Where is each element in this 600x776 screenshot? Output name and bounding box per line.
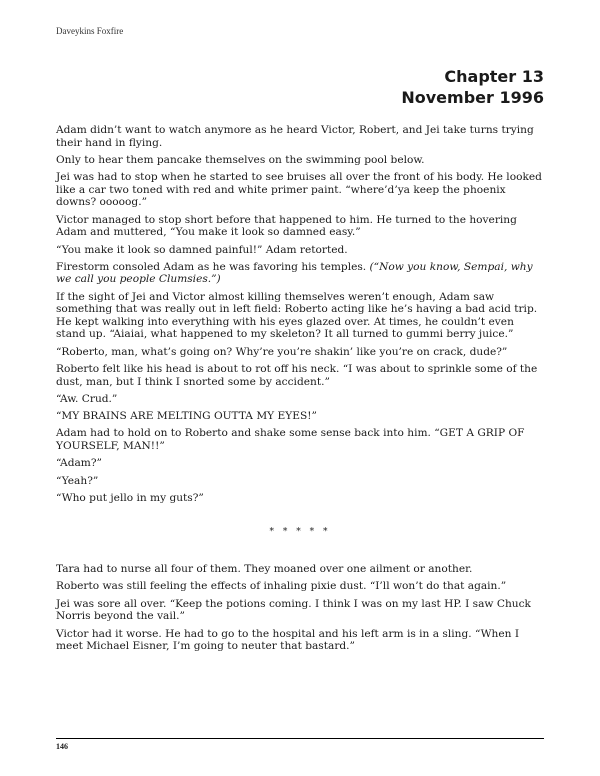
paragraph: Jei was had to stop when he started to see bruises all over the front of his body. He looked like a car two toned with red and white primer paint. “where’d’ya keep the phoenix downs? ooooog.” xyxy=(56,171,542,209)
paragraph: “You make it look so damned painful!” Adam retorted. xyxy=(56,243,348,256)
scene-separator: * * * * * xyxy=(269,527,331,538)
paragraph: Roberto felt like his head is about to rot off his neck. “I was about to sprinkle some of the dust, man, but I think I snorted some by accident.” xyxy=(56,363,538,388)
paragraph: Victor had it worse. He had to go to the hospital and his left arm is in a sling. “When I meet Michael Eisner, I’m going to neuter that bastard.” xyxy=(56,627,520,653)
paragraph: Victor managed to stop short before that happened to him. He turned to the hovering Adam and muttered, “You make it look so damned easy.” xyxy=(56,213,517,239)
paragraph-text: Firestorm consoled Adam as he was favoring his temples. xyxy=(56,260,367,273)
telepathic-speech: (“Now you know, Sempai, why we call you people Clumsies.”) xyxy=(56,260,533,286)
paragraph: Jei was sore all over. “Keep the potions coming. I think I was on my last HP. I saw Chuck Norris beyond the vail.” xyxy=(56,597,531,623)
chapter-heading xyxy=(401,66,544,108)
paragraph: Tara had to nurse all four of them. They moaned over one ailment or another. xyxy=(56,563,473,576)
running-head: Daveykins Foxfire xyxy=(56,26,124,36)
paragraph: “MY BRAINS ARE MELTING OUTTA MY EYES!” xyxy=(56,410,317,423)
body-text xyxy=(56,124,544,657)
paragraph: “Who put jello in my guts?” xyxy=(56,491,204,504)
paragraph: “Roberto, man, what’s going on? Why’re you’re shakin’ like you’re on crack, dude?” xyxy=(56,345,508,358)
chapter-title: Chapter 13 xyxy=(444,67,544,86)
paragraph xyxy=(56,261,544,286)
paragraph: Only to hear them pancake themselves on the swimming pool below. xyxy=(56,153,425,166)
paragraph: Adam didn’t want to watch anymore as he heard Victor, Robert, and Jei take turns trying their hand in flying. xyxy=(56,124,534,149)
paragraph: If the sight of Jei and Victor almost killing themselves weren’t enough, Adam saw something that was really out in left field: Roberto acting like he’s having a bad acid trip. He kept walking into everything with his eyes glazed over. At times, he couldn’t even stand up. “Aiaiai, what happened to my skeleton? It all turned to gummi berry juice.” xyxy=(56,290,538,341)
paragraph: Adam had to hold on to Roberto and shake some sense back into him. “GET A GRIP OF YOURSELF, MAN!!” xyxy=(56,427,525,453)
footer-rule xyxy=(56,738,544,739)
paragraph: “Yeah?” xyxy=(56,474,99,487)
page-number: 146 xyxy=(56,742,68,751)
paragraph: Roberto was still feeling the effects of inhaling pixie dust. “I’ll won’t do that again.” xyxy=(56,580,507,593)
paragraph: “Adam?” xyxy=(56,457,102,470)
chapter-date: November 1996 xyxy=(401,88,544,107)
paragraph: “Aw. Crud.” xyxy=(56,392,118,405)
